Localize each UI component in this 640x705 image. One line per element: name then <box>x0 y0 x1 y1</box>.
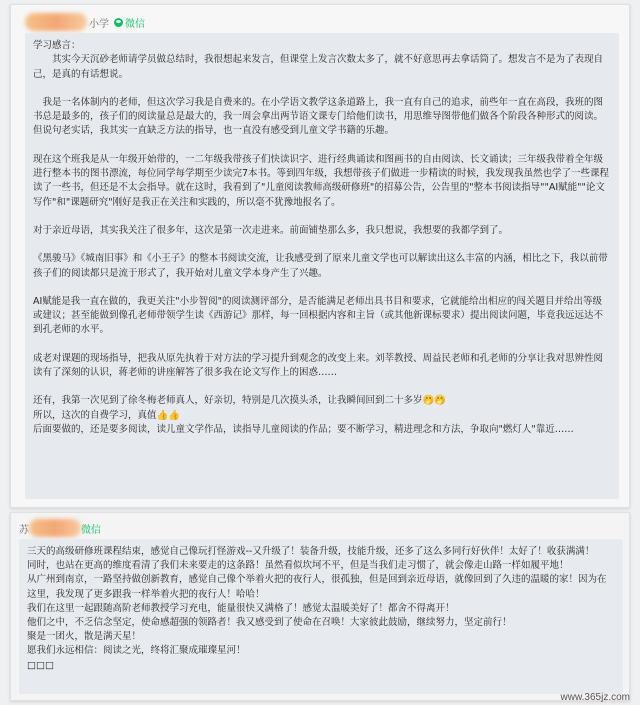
text-line: 《黑骏马》《城南旧事》和《小王子》的整本书阅读交流，让我感受到了原来儿童文学也可以解读出这么丰富的内涵，相比之下，我以前带孩子们的阅读都只是流于形式了，我开始对儿童文学本身产生了兴趣。 <box>33 253 608 279</box>
text-line: 所以，这次的自费学习，真值👍👍 <box>33 409 181 421</box>
text-line: 同时，也站在更高的维度看清了我们未来要走的这条路！虽然看似坎坷不平，但是当我们走习惯了，就会像走山路一样如履平地！ <box>27 560 569 572</box>
post-card-1 <box>10 4 630 508</box>
site-watermark: www.365jz.com <box>560 692 630 703</box>
source-label: 微信 <box>81 524 101 536</box>
text-line: 愿我们永远相信：阅读之光，终将汇聚成璀璨星河！ <box>27 645 246 657</box>
wechat-icon <box>114 18 123 27</box>
text-line: 对于亲近母语，其实我关注了很多年，这次是第一次走进来。前面铺垫那么多，我只想说，我想要的我都学到了。 <box>33 224 509 236</box>
author-name-suffix: 小学 <box>89 18 109 30</box>
post-content <box>25 33 619 499</box>
text-line: 现在这个班我是从一年级开始带的，一二年级我带孩子们快读识字、进行经典诵读和图画书的自由阅读、长文诵读；三年级我带着全年级进行整本书的图书漂流，每位同学每学期至少读完7本书。等到四年级，我想带孩子们做进一步精读的时候，我发现我虽然也学了一些课程读了一些书，但还是不太会指导。就在这时，我看到了"儿童阅读教师高级研修班"的招募公告，公告里的"整本书阅读指导""AI赋能""论文写作"和"课题研究"刚好是我正在关注和实践的，所以毫不犹豫地报名了。 <box>33 153 610 208</box>
text-line: 我们在这里一起跟随高阶老师教授学习充电，能量很快又满格了！感觉太温暖美好了！都舍不得离开！ <box>27 602 455 614</box>
text-line: □□□ <box>27 659 54 671</box>
text-line: 他们之中，不乏信念坚定，使命感超强的领路者！我又感受到了使命在召唤！大家彼此鼓励，继续努力，坚定前行！ <box>27 617 512 629</box>
post-header <box>17 519 101 537</box>
text-line: 学习感言： <box>33 40 81 51</box>
text-line: 还有，我第一次见到了徐冬梅老师真人，好亲切，特别是几次摸头杀，让我瞬间回到二十多岁🤭🤭 <box>33 395 447 407</box>
source-label: 微信 <box>125 18 145 30</box>
post-header <box>25 13 145 31</box>
text-line: 我是一名体制内的老师，但这次学习我是自费来的。在小学语文教学这条道路上，我一直有自己的追求，前些年一直在高段，我班的图书总是最多的，孩子们的阅读量总是最大的，我一周会拿出两节语文课专门给他们读书，用思维导图带他们做各个阶段各种形式的阅读。但说句老实话，我其实一直缺乏方法的指导，也一直没有感受到儿童文学书籍的乐趣。 <box>33 96 604 137</box>
text-line: 三天的高级研修班课程结束，感觉自己像玩打怪游戏--又升级了！装备升级，技能升级，还多了这么多同行好伙伴！太好了！收获满满！ <box>27 546 595 557</box>
text-line: 其实今天沉砂老师请学员做总结时，我很想起来发言，但课堂上发言次数太多了，就不好意思再去拿话筒了。想发言不是为了表现自己，是真的有话想说。 <box>33 54 604 80</box>
text-line: 成老对课题的现场指导，把我从原先执着于对方法的学习提升到观念的改变上来。刘莘教授、周益民老师和孔老师的分享让我对思辨性阅读有了深刻的认识，蒋老师的讲座解答了很多我在论文写作上的困惑…… <box>33 352 604 379</box>
author-name-prefix: 苏 <box>19 524 29 536</box>
text-line: 从广州到南京，一路坚持做创新教育，感觉自己像个举着火把的夜行人，很孤独，但是回到亲近母语，就像回到了久违的温暖的家！因为在这里，我发现了更多跟我一样举着火把的夜行人！哈哈！ <box>27 574 607 600</box>
text-line: AI赋能是我一直在做的，我更关注"小步智阅"的阅读测评部分，是否能满足老师出具书目和要求，它就能给出相应的闯关题目并给出等级或建议；甚至能做到像孔老师带领学生读《西游记》那样，每一回根据内容和主旨（或其他新课标要求）提出阅读问题，毕竟我远远达不到孔老师的水平。 <box>33 295 604 336</box>
blurred-author-name <box>25 13 87 31</box>
text-line: 聚是一团火，散是满天星！ <box>27 631 142 643</box>
post-content <box>19 539 623 694</box>
post-card-2 <box>10 512 630 701</box>
blurred-author-name <box>29 519 81 537</box>
text-line: 后面要做的，还是要多阅读，读儿童文学作品，读指导儿童阅读的作品；要不断学习，精进理念和方法，争取向"燃灯人"靠近…… <box>33 423 574 435</box>
